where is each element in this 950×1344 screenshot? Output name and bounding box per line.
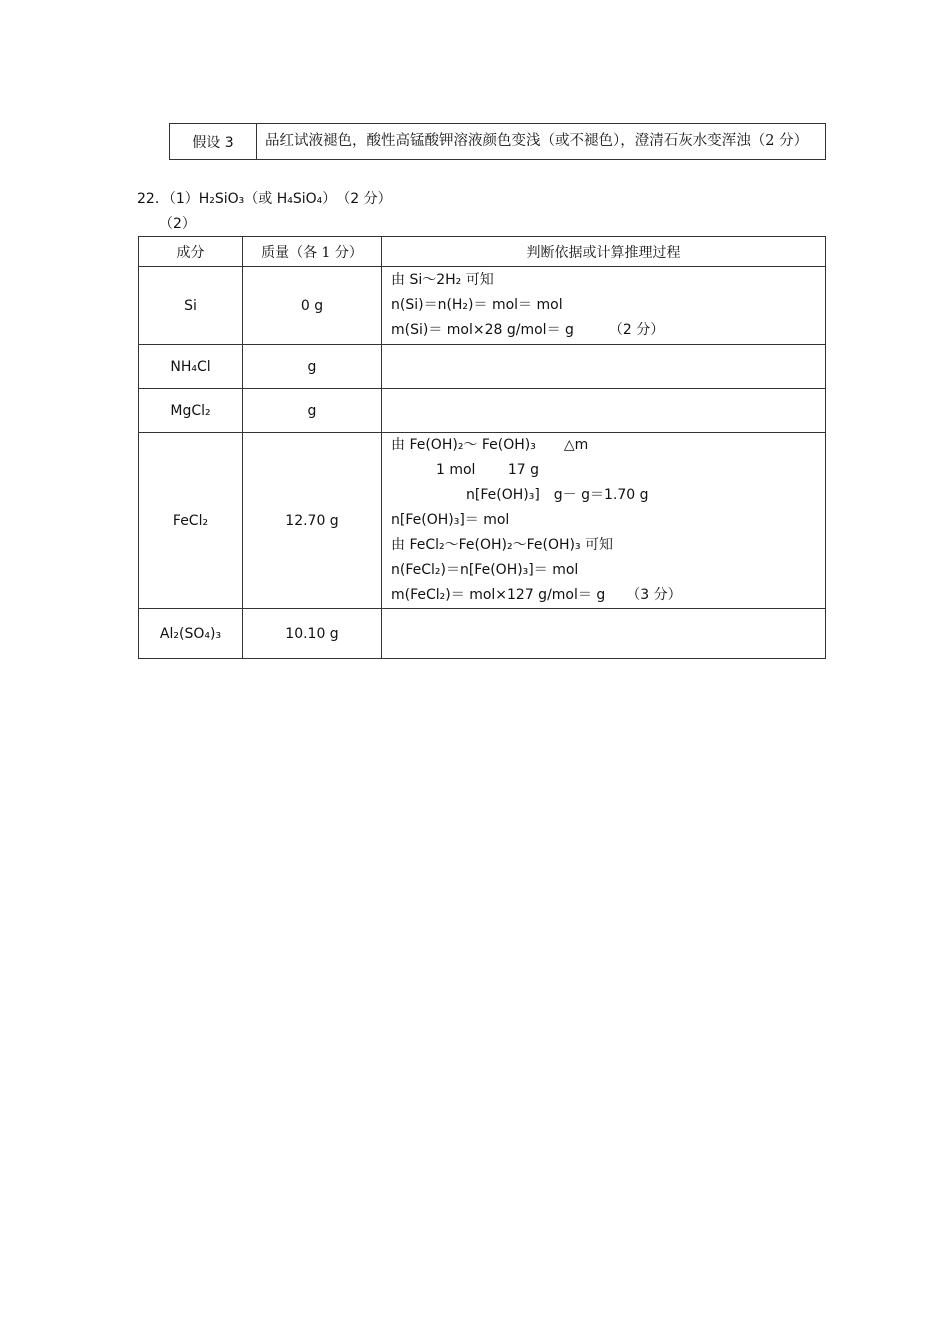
reasoning-line: n(FeCl₂)＝n[Fe(OH)₃]＝ mol <box>391 562 579 578</box>
hypothesis-text: 品红试液褪色，酸性高锰酸钾溶液颜色变浅（或不褪色），澄清石灰水变浑浊（2 分） <box>257 124 826 160</box>
table-row <box>139 389 826 433</box>
table-row <box>139 609 826 659</box>
component-cell: Al₂(SO₄)₃ <box>139 609 243 659</box>
question-number: 22． <box>137 191 169 207</box>
table-header-row <box>139 237 826 267</box>
mass-cell: 0 g <box>243 267 382 345</box>
question-22-answer-1: （1）H₂SiO₃（或 H₄SiO₄） （2 分） <box>168 191 392 207</box>
reasoning-line: 由 FeCl₂～Fe(OH)₂～Fe(OH)₃ 可知 <box>391 537 614 553</box>
reasoning-cell <box>382 389 826 433</box>
reasoning-line: m(Si)＝ mol×28 g/mol＝ g （2 分） <box>391 322 665 338</box>
reasoning-line: 由 Fe(OH)₂～ Fe(OH)₃ △m <box>391 437 589 453</box>
reasoning-line: n[Fe(OH)₃]＝ mol <box>391 512 510 528</box>
table-row <box>139 267 826 345</box>
hypothesis-label: 假设 3 <box>170 124 257 160</box>
reasoning-cell <box>382 433 826 609</box>
header-component: 成分 <box>139 237 243 267</box>
reasoning-cell <box>382 609 826 659</box>
reasoning-line: n[Fe(OH)₃] g－ g＝1.70 g <box>466 487 649 503</box>
reasoning-line: 由 Si～2H₂ 可知 <box>391 272 494 288</box>
table-row <box>139 433 826 609</box>
reasoning-cell <box>382 345 826 389</box>
question-22-part-1 <box>137 188 392 208</box>
mass-cell: g <box>243 389 382 433</box>
component-cell: MgCl₂ <box>139 389 243 433</box>
reasoning-line: 1 mol 17 g <box>436 462 540 478</box>
header-reasoning: 判断依据或计算推理过程 <box>382 237 826 267</box>
answer-table <box>138 236 826 659</box>
reasoning-cell <box>382 267 826 345</box>
component-cell: FeCl₂ <box>139 433 243 609</box>
reasoning-line: n(Si)＝n(H₂)＝ mol＝ mol <box>391 297 563 313</box>
question-22-part-2-label: （2） <box>159 216 196 232</box>
hypothesis-table <box>169 123 826 160</box>
mass-cell: g <box>243 345 382 389</box>
component-cell: Si <box>139 267 243 345</box>
reasoning-line: m(FeCl₂)＝ mol×127 g/mol＝ g （3 分） <box>391 587 682 603</box>
component-cell: NH₄Cl <box>139 345 243 389</box>
header-mass: 质量（各 1 分） <box>243 237 382 267</box>
table-row <box>139 345 826 389</box>
mass-cell: 12.70 g <box>243 433 382 609</box>
mass-cell: 10.10 g <box>243 609 382 659</box>
